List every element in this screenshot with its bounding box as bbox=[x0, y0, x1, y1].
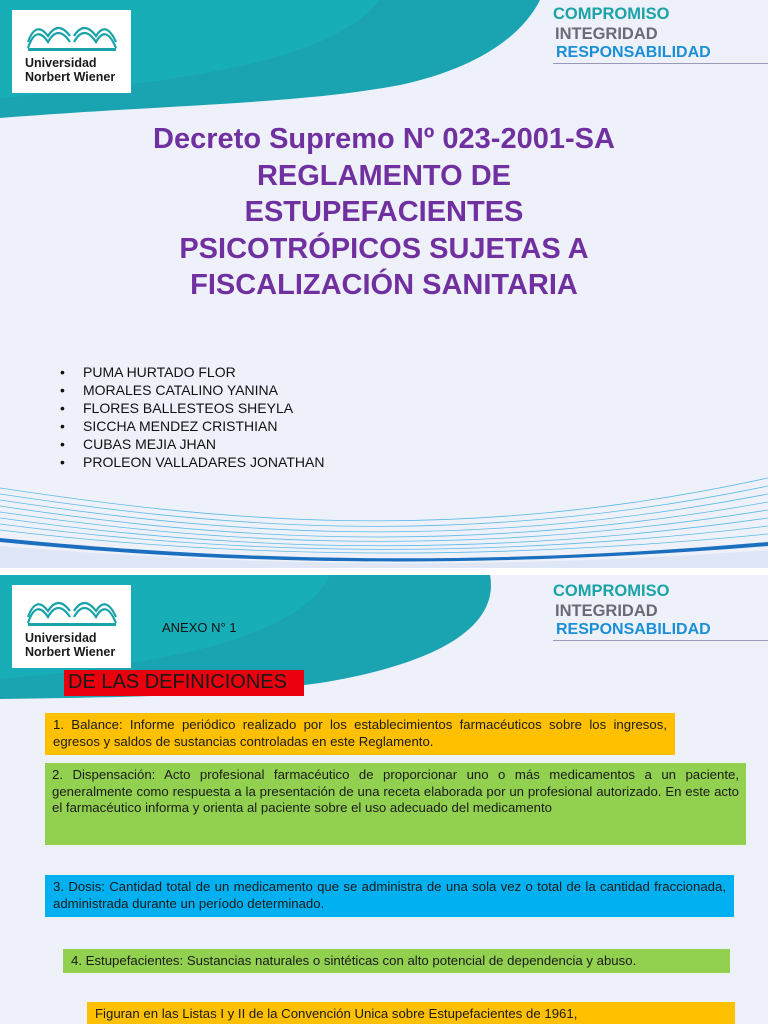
definition-balance: 1. Balance: Informe periódico realizado por los establecimientos farmacéuticos sobre los ingresos, egresos y saldos de sustancias controladas en este Reglamento. bbox=[45, 713, 675, 755]
list-item: • PUMA HURTADO FLOR bbox=[60, 364, 324, 382]
values-divider bbox=[553, 63, 768, 64]
value-responsabilidad: RESPONSABILIDAD bbox=[556, 621, 711, 638]
definition-listas-note: Figuran en las Listas I y II de la Convención Unica sobre Estupefacientes de 1961, bbox=[87, 1002, 735, 1024]
value-compromiso: COMPROMISO bbox=[553, 5, 670, 23]
title-line: ESTUPEFACIENTES bbox=[244, 196, 524, 228]
definition-dosis: 3. Dosis: Cantidad total de un medicamento que se administra de una sola vez o total de la cantidad fraccionada, administrada durante un período determinado. bbox=[45, 875, 734, 917]
values-divider bbox=[553, 640, 768, 641]
book-wave-logo-icon bbox=[26, 595, 118, 629]
list-item: • PROLEON VALLADARES JONATHAN bbox=[60, 454, 324, 472]
value-compromiso: COMPROMISO bbox=[553, 582, 670, 600]
title-line: Decreto Supremo Nº 023-2001-SA bbox=[153, 123, 615, 155]
definitions-slide bbox=[0, 575, 768, 1024]
list-item: • SICCHA MENDEZ CRISTHIAN bbox=[60, 418, 324, 436]
university-name: Universidad Norbert Wiener bbox=[25, 631, 116, 659]
value-integridad: INTEGRIDAD bbox=[555, 25, 658, 43]
definition-estupefacientes: 4. Estupefacientes: Sustancias naturales o sintéticas con alto potencial de dependencia y abuso. bbox=[63, 949, 730, 973]
title-line: FISCALIZACIÓN SANITARIA bbox=[190, 269, 578, 301]
section-title: DE LAS DEFINICIONES bbox=[64, 668, 287, 696]
value-responsabilidad: RESPONSABILIDAD bbox=[556, 44, 711, 61]
institutional-values bbox=[553, 581, 768, 641]
list-item: • FLORES BALLESTEOS SHEYLA bbox=[60, 400, 324, 418]
institutional-values bbox=[553, 4, 768, 64]
book-wave-logo-icon bbox=[26, 20, 118, 54]
university-logo bbox=[12, 585, 131, 668]
university-name: Universidad Norbert Wiener bbox=[25, 56, 116, 84]
annex-label: ANEXO N° 1 bbox=[162, 620, 237, 635]
slide-title bbox=[0, 121, 768, 304]
title-line: PSICOTRÓPICOS SUJETAS A bbox=[179, 232, 589, 265]
definition-dispensacion: 2. Dispensación: Acto profesional farmacéutico de proporcionar uno o más medicamentos a un paciente, generalmente como respuesta a la presentación de una receta elaborada por un profesional autorizado. En este acto el farmacéutico informa y orienta al paciente sobre el uso adecuado del medicamento bbox=[45, 763, 746, 845]
university-logo bbox=[12, 10, 131, 93]
title-line: REGLAMENTO DE bbox=[256, 159, 512, 192]
team-members-list bbox=[60, 364, 324, 471]
list-item: • MORALES CATALINO YANINA bbox=[60, 382, 324, 400]
list-item: • CUBAS MEJIA JHAN bbox=[60, 436, 324, 454]
decorative-waves bbox=[0, 468, 768, 568]
value-integridad: INTEGRIDAD bbox=[555, 602, 658, 620]
